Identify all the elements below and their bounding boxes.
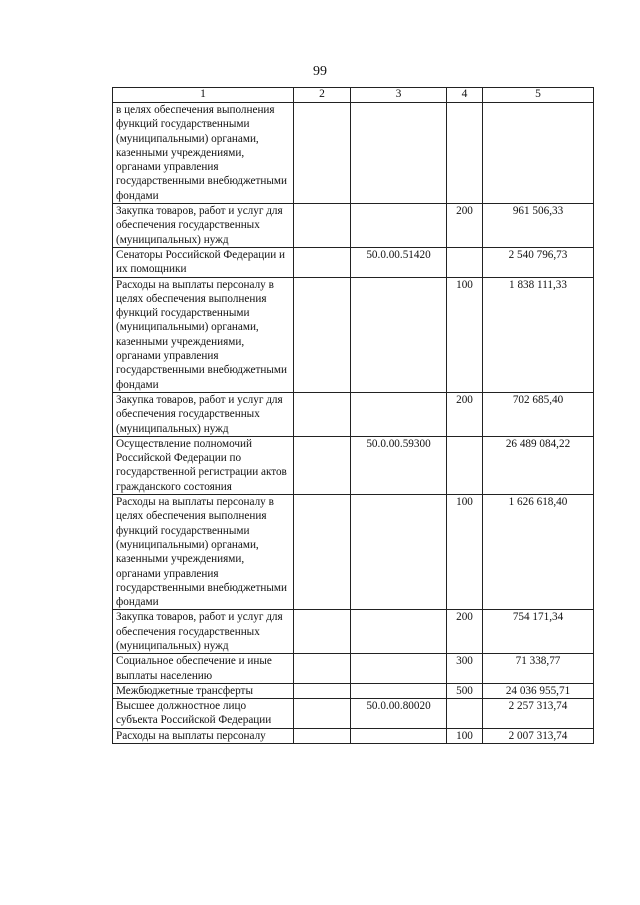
- row-col2-cell: [294, 728, 351, 743]
- row-type-cell: 300: [447, 654, 483, 684]
- row-code-cell: [351, 204, 447, 248]
- row-name-cell: Осуществление полномочий Российской Федерации по государственной регистрации актов гражданского состояния: [113, 436, 294, 494]
- row-name-cell: Расходы на выплаты персоналу в целях обеспечения выполнения функций государственными (муниципальными) органами, казенными учреждениями, органами управления государственными внебюджетными фондами: [113, 495, 294, 610]
- row-amount-cell: 702 685,40: [483, 392, 594, 436]
- row-type-cell: [447, 699, 483, 729]
- row-amount-cell: 754 171,34: [483, 610, 594, 654]
- table-row: [113, 392, 594, 436]
- row-name-cell: в целях обеспечения выполнения функций государственными (муниципальными) органами, казенными учреждениями, органами управления государственными внебюджетными фондами: [113, 103, 294, 204]
- row-col2-cell: [294, 495, 351, 610]
- row-name-cell: Закупка товаров, работ и услуг для обеспечения государственных (муниципальных) нужд: [113, 610, 294, 654]
- column-header: 3: [351, 88, 447, 103]
- table-row: [113, 103, 594, 204]
- column-header: 5: [483, 88, 594, 103]
- row-amount-cell: 2 007 313,74: [483, 728, 594, 743]
- row-code-cell: [351, 610, 447, 654]
- table-row: [113, 654, 594, 684]
- row-amount-cell: 2 540 796,73: [483, 247, 594, 277]
- table-row: [113, 277, 594, 392]
- row-amount-cell: 2 257 313,74: [483, 699, 594, 729]
- row-col2-cell: [294, 654, 351, 684]
- row-code-cell: [351, 103, 447, 204]
- row-code-cell: 50.0.00.80020: [351, 699, 447, 729]
- row-col2-cell: [294, 683, 351, 698]
- row-name-cell: Расходы на выплаты персоналу в целях обеспечения выполнения функций государственными (муниципальными) органами, казенными учреждениями, органами управления государственными внебюджетными фондами: [113, 277, 294, 392]
- row-amount-cell: 71 338,77: [483, 654, 594, 684]
- row-type-cell: [447, 103, 483, 204]
- row-name-cell: Расходы на выплаты персоналу: [113, 728, 294, 743]
- column-header: 1: [113, 88, 294, 103]
- row-amount-cell: 961 506,33: [483, 204, 594, 248]
- row-code-cell: 50.0.00.51420: [351, 247, 447, 277]
- row-type-cell: 200: [447, 610, 483, 654]
- row-type-cell: 200: [447, 392, 483, 436]
- row-amount-cell: 1 838 111,33: [483, 277, 594, 392]
- row-code-cell: [351, 495, 447, 610]
- row-col2-cell: [294, 247, 351, 277]
- row-col2-cell: [294, 392, 351, 436]
- row-type-cell: 100: [447, 728, 483, 743]
- row-col2-cell: [294, 436, 351, 494]
- budget-table: [112, 87, 594, 744]
- row-code-cell: [351, 392, 447, 436]
- table-row: [113, 699, 594, 729]
- row-name-cell: Закупка товаров, работ и услуг для обеспечения государственных (муниципальных) нужд: [113, 204, 294, 248]
- row-name-cell: Межбюджетные трансферты: [113, 683, 294, 698]
- row-name-cell: Закупка товаров, работ и услуг для обеспечения государственных (муниципальных) нужд: [113, 392, 294, 436]
- row-col2-cell: [294, 277, 351, 392]
- row-name-cell: Сенаторы Российской Федерации и их помощники: [113, 247, 294, 277]
- row-col2-cell: [294, 610, 351, 654]
- column-header: 2: [294, 88, 351, 103]
- row-name-cell: Социальное обеспечение и иные выплаты населению: [113, 654, 294, 684]
- row-amount-cell: [483, 103, 594, 204]
- row-amount-cell: 24 036 955,71: [483, 683, 594, 698]
- row-type-cell: 200: [447, 204, 483, 248]
- table-row: [113, 683, 594, 698]
- row-col2-cell: [294, 204, 351, 248]
- column-header: 4: [447, 88, 483, 103]
- row-amount-cell: 1 626 618,40: [483, 495, 594, 610]
- table-row: [113, 495, 594, 610]
- row-code-cell: [351, 277, 447, 392]
- table-row: [113, 610, 594, 654]
- row-code-cell: [351, 728, 447, 743]
- row-code-cell: [351, 654, 447, 684]
- row-type-cell: [447, 436, 483, 494]
- table-header-row: [113, 88, 594, 103]
- row-type-cell: 100: [447, 495, 483, 610]
- row-col2-cell: [294, 699, 351, 729]
- table-row: [113, 247, 594, 277]
- row-col2-cell: [294, 103, 351, 204]
- page-number: 99: [313, 64, 327, 79]
- row-type-cell: 500: [447, 683, 483, 698]
- row-name-cell: Высшее должностное лицо субъекта Российской Федерации: [113, 699, 294, 729]
- row-code-cell: [351, 683, 447, 698]
- row-code-cell: 50.0.00.59300: [351, 436, 447, 494]
- table-row: [113, 728, 594, 743]
- row-type-cell: [447, 247, 483, 277]
- row-amount-cell: 26 489 084,22: [483, 436, 594, 494]
- table-row: [113, 436, 594, 494]
- table-row: [113, 204, 594, 248]
- row-type-cell: 100: [447, 277, 483, 392]
